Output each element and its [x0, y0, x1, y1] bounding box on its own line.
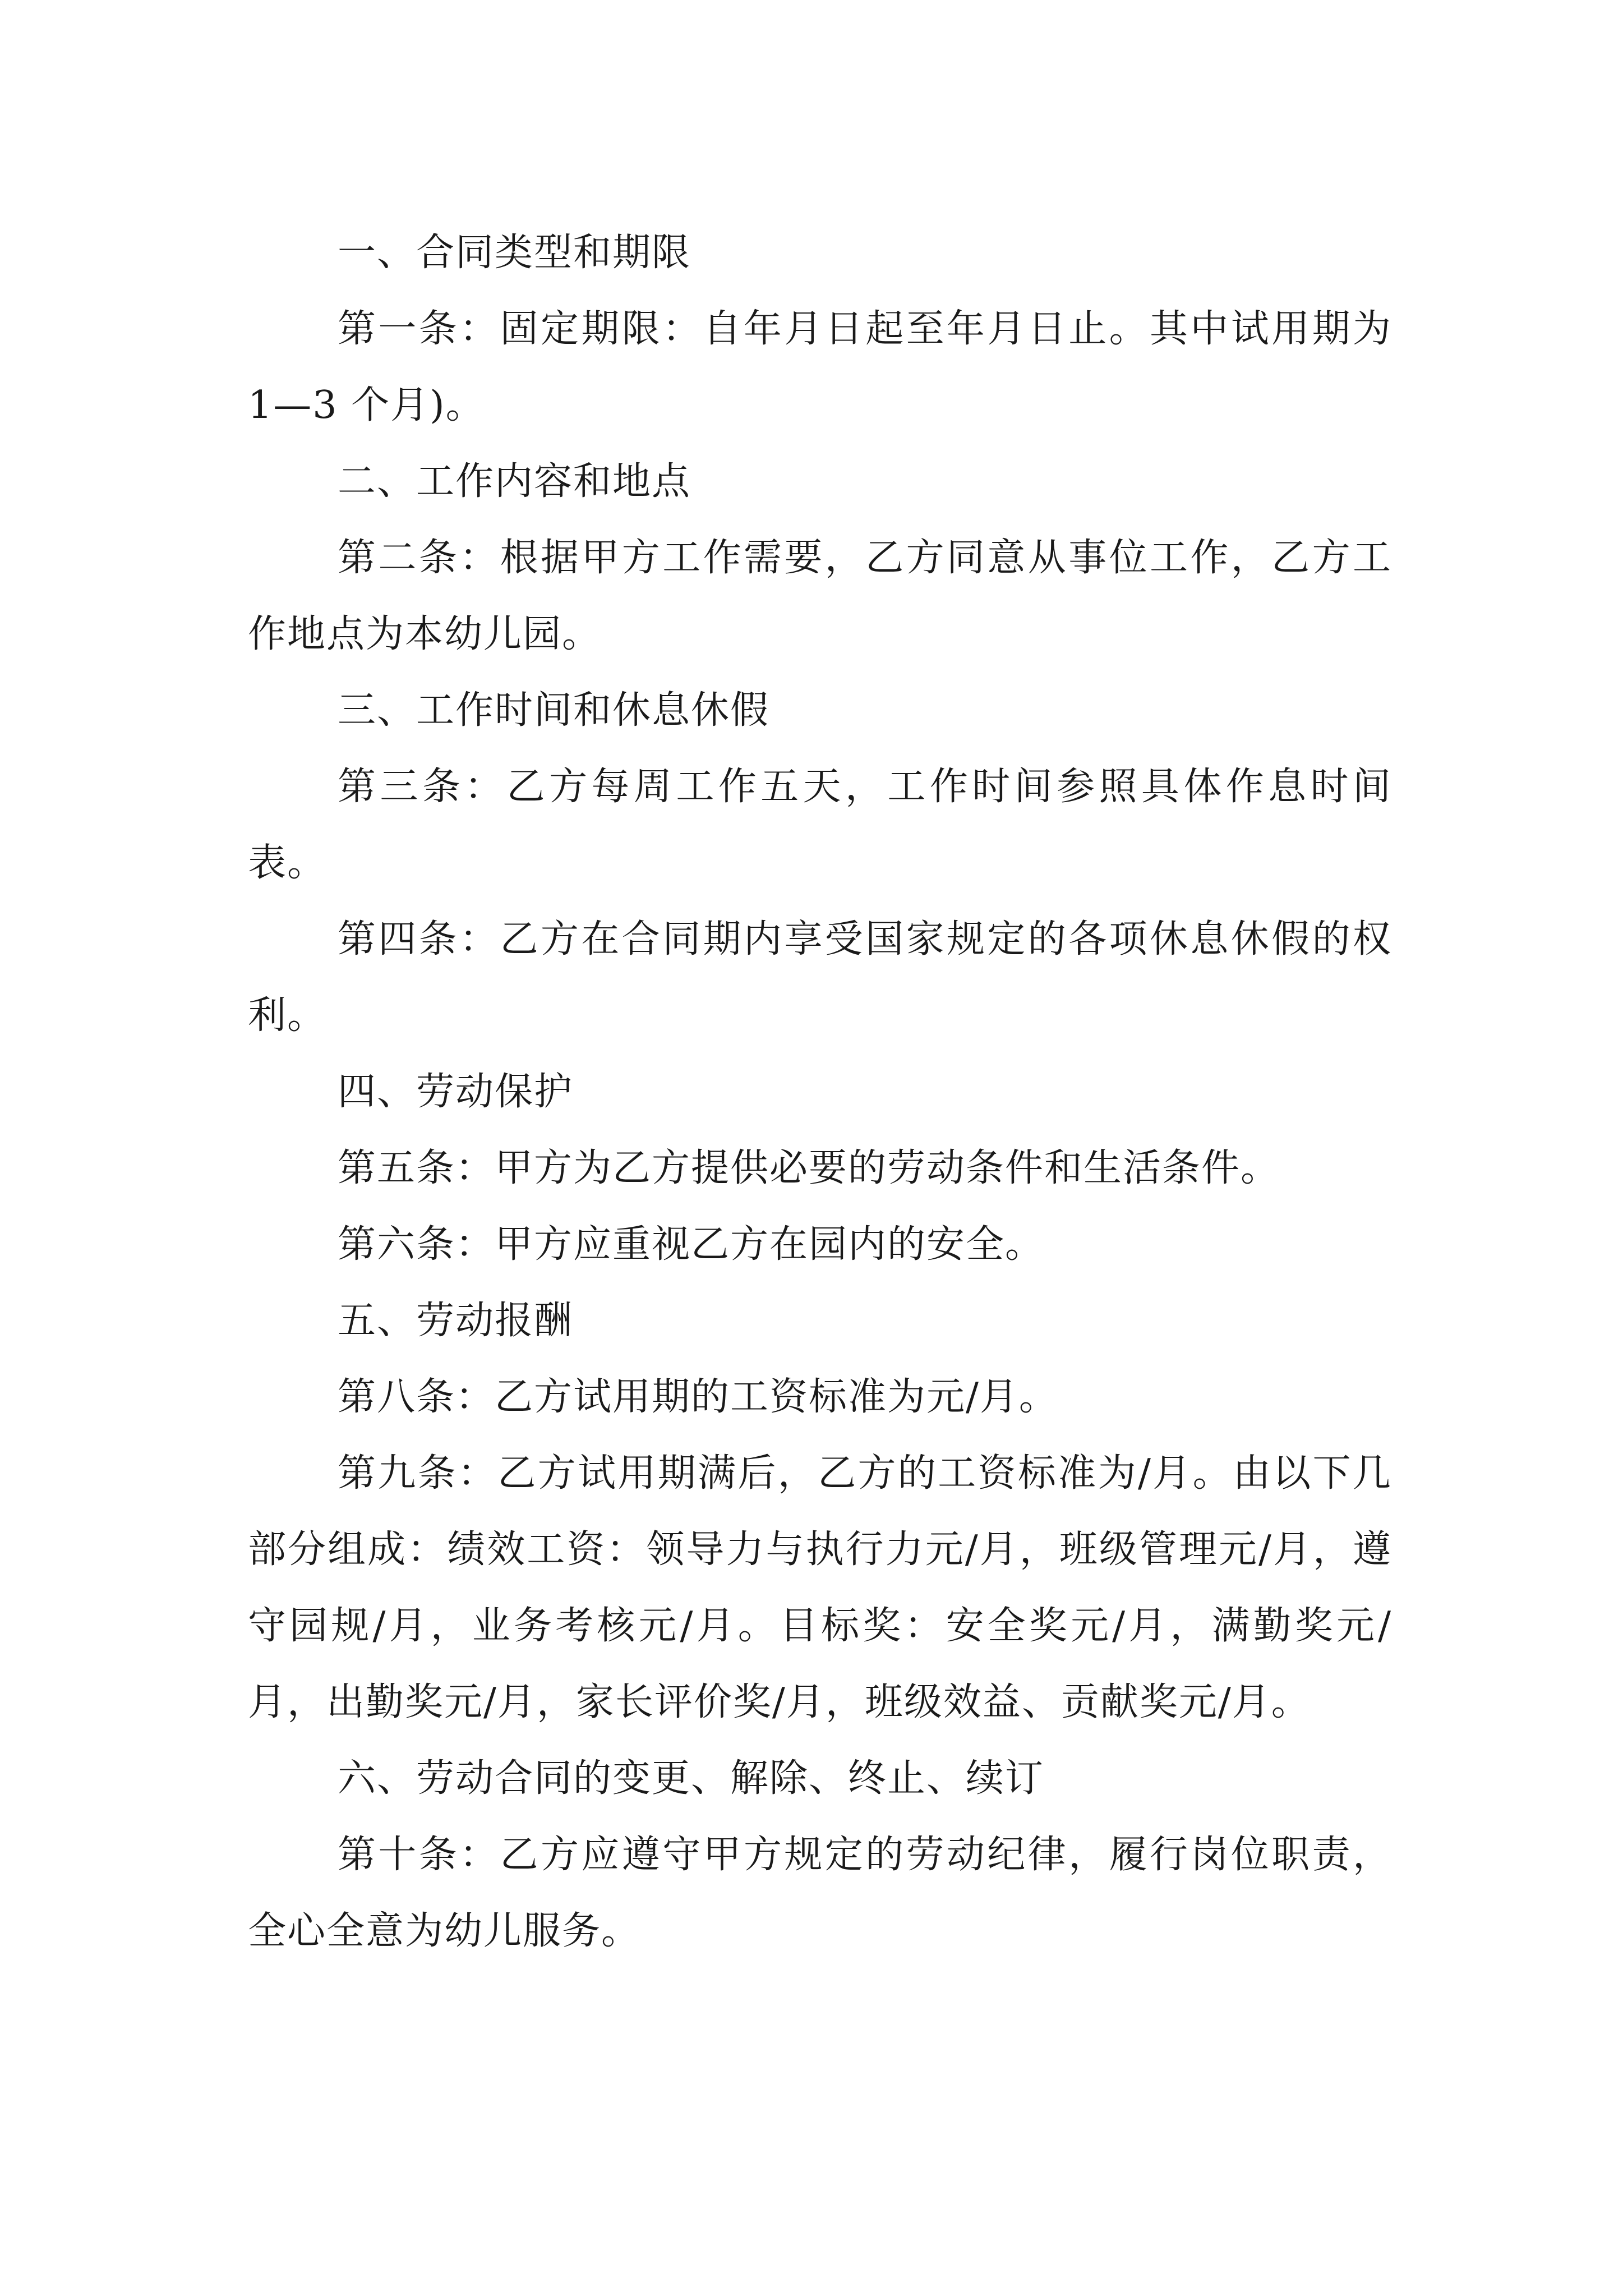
section-heading-2: 二、工作内容和地点: [338, 459, 691, 504]
article-1: 第一条：固定期限：自年月日起至年月日止。其中试用期为 1—3 个月)。: [248, 307, 1392, 427]
section-heading-4: 四、劳动保护: [338, 1070, 574, 1114]
article-6: 第六条：甲方应重视乙方在园内的安全。: [338, 1222, 1045, 1267]
document-body: [248, 215, 1392, 1970]
article-2: 第二条：根据甲方工作需要，乙方同意从事位工作，乙方工作地点为本幼儿园。: [248, 536, 1392, 656]
section-heading-5: 五、劳动报酬: [338, 1299, 574, 1343]
section-heading-6: 六、劳动合同的变更、解除、终止、续订: [338, 1756, 1045, 1801]
section-heading-3: 三、工作时间和休息休假: [338, 688, 770, 733]
section-heading-1: 一、合同类型和期限: [338, 231, 691, 275]
article-3: 第三条：乙方每周工作五天，工作时间参照具体作息时间表。: [248, 765, 1392, 885]
article-10: 第十条：乙方应遵守甲方规定的劳动纪律，履行岗位职责，全心全意为幼儿服务。: [248, 1833, 1392, 1953]
article-5: 第五条：甲方为乙方提供必要的劳动条件和生活条件。: [338, 1146, 1280, 1190]
article-4: 第四条：乙方在合同期内享受国家规定的各项休息休假的权利。: [248, 917, 1392, 1038]
article-9: 第九条：乙方试用期满后，乙方的工资标准为/月。由以下几部分组成：绩效工资：领导力与执行力元/月，班级管理元/月，遵守园规/月，业务考核元/月。目标奖：安全奖元/月，满勤奖元/月，出勤奖元/月，家长评价奖/月，班级效益、贡献奖元/月。: [248, 1451, 1392, 1724]
article-8: 第八条：乙方试用期的工资标准为元/月。: [338, 1375, 1058, 1419]
